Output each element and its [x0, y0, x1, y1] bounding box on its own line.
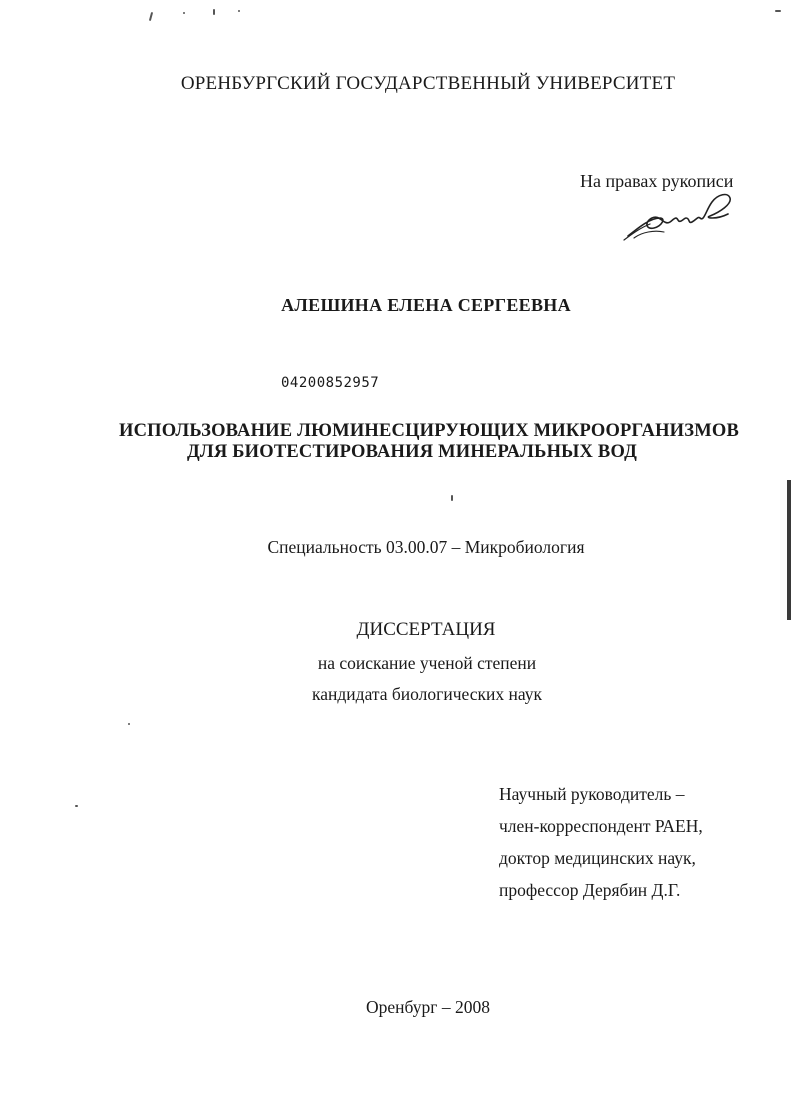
supervisor-line-4: профессор Дерябин Д.Г. — [499, 880, 681, 900]
scan-speck — [213, 9, 215, 15]
city-year: Оренбург – 2008 — [366, 997, 490, 1017]
author-name: АЛЕШИНА ЕЛЕНА СЕРГЕЕВНА — [281, 295, 571, 315]
scan-speck — [128, 723, 130, 725]
scan-speck — [451, 495, 453, 501]
document-type: ДИССЕРТАЦИЯ — [356, 619, 496, 640]
registration-number: 04200852957 — [281, 375, 380, 391]
degree-line-1: на соискание ученой степени — [317, 653, 537, 673]
supervisor-line-2: член-корреспондент РАЕН, — [499, 816, 703, 836]
scan-speck — [149, 12, 153, 21]
scan-speck — [775, 10, 781, 12]
scan-speck — [183, 12, 185, 14]
degree-line-2: кандидата биологических наук — [312, 684, 542, 704]
handwritten-signature — [620, 188, 738, 248]
dissertation-title-line-1: ИСПОЛЬЗОВАНИЕ ЛЮМИНЕСЦИРУЮЩИХ МИКРООРГАНИЗМОВ — [118, 421, 739, 441]
university-name: ОРЕНБУРГСКИЙ ГОСУДАРСТВЕННЫЙ УНИВЕРСИТЕТ — [180, 73, 676, 94]
specialty: Специальность 03.00.07 – Микробиология — [267, 537, 585, 557]
supervisor-line-1: Научный руководитель – — [499, 784, 685, 804]
scan-speck — [75, 805, 78, 807]
manuscript-note: На правах рукописи — [580, 171, 734, 191]
scan-speck — [238, 10, 240, 12]
supervisor-block — [499, 778, 703, 906]
dissertation-title-line-2: ДЛЯ БИОТЕСТИРОВАНИЯ МИНЕРАЛЬНЫХ ВОД — [186, 442, 638, 462]
supervisor-line-3: доктор медицинских наук, — [499, 848, 696, 868]
